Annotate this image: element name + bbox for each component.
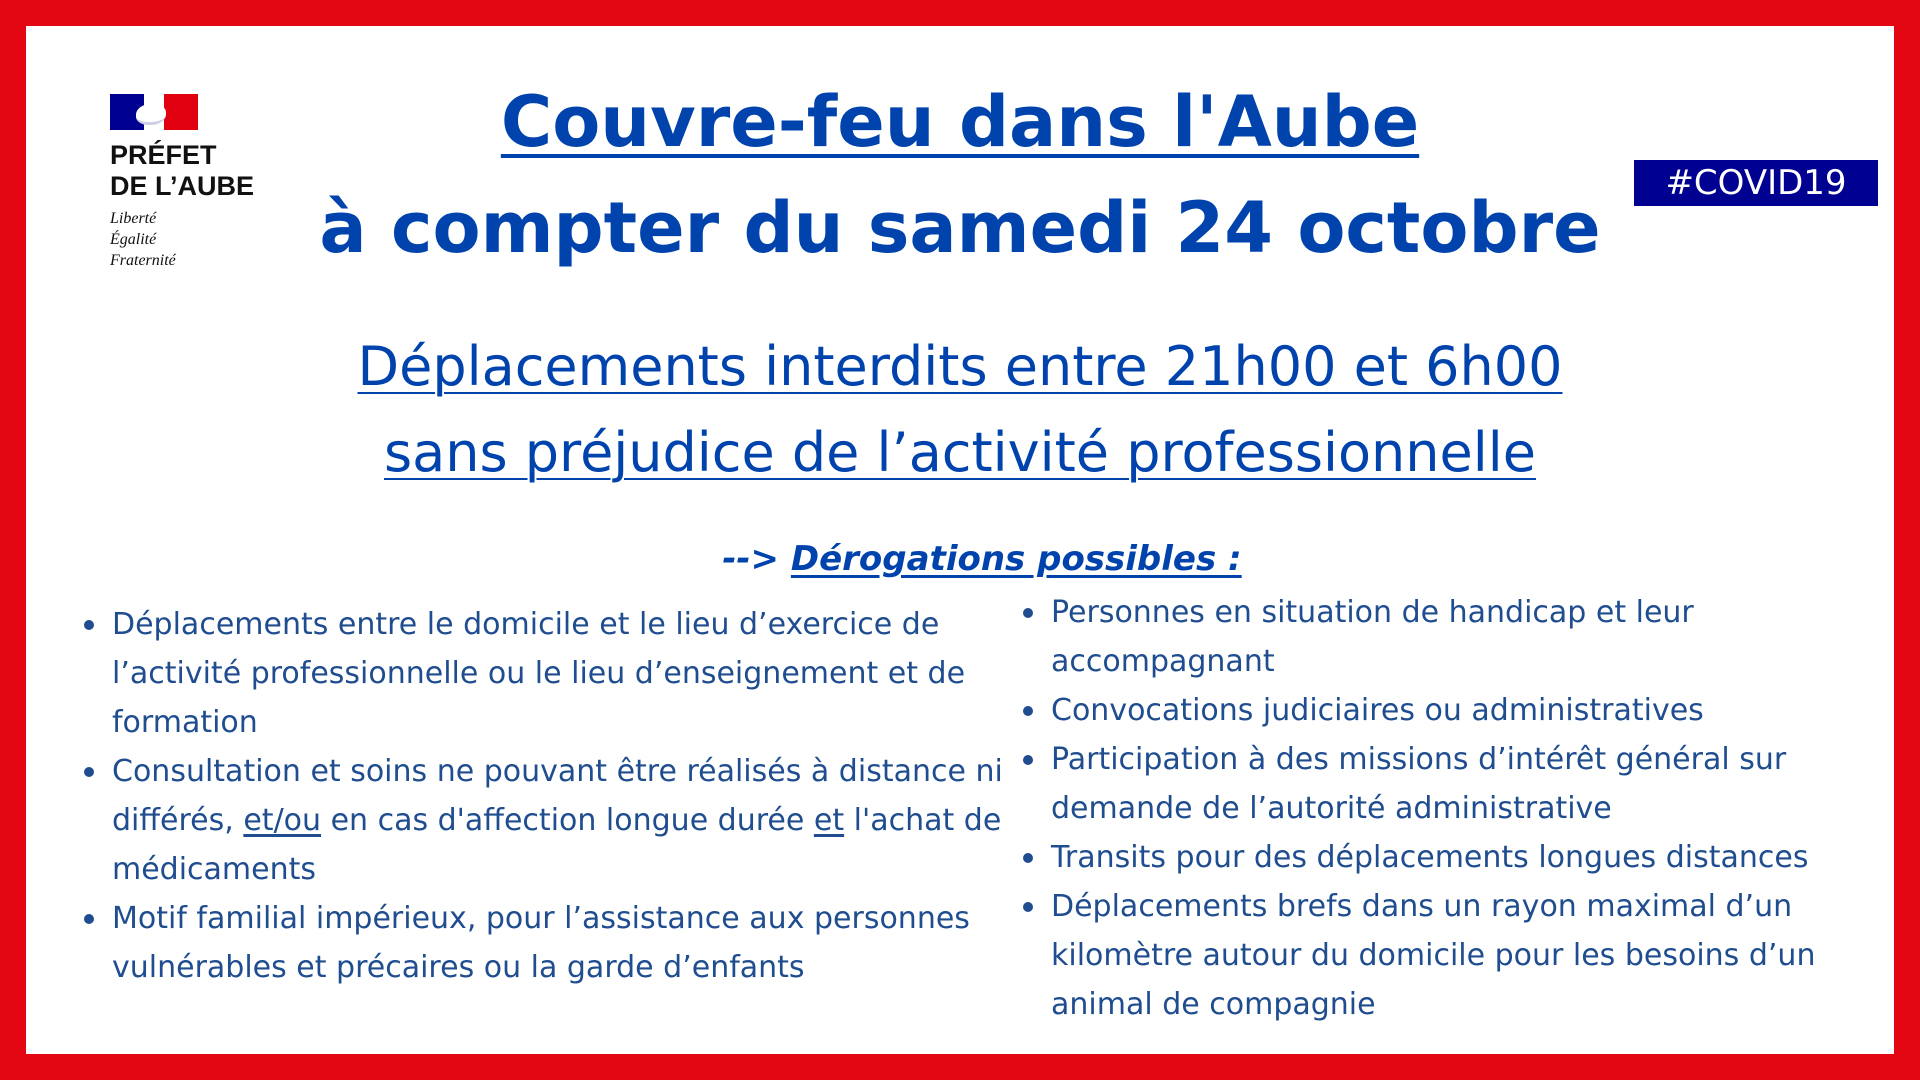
title-line1-wrap	[26, 78, 1894, 166]
derogations-list-right	[1019, 588, 1899, 1029]
prefecture-name-line2: DE L’AUBE	[110, 171, 255, 201]
list-item	[80, 747, 1030, 894]
underlined-conjunction: et/ou	[243, 803, 322, 838]
list-item-text: Participation à des missions d’intérêt général sur demande de l’autorité administrative	[1051, 742, 1787, 826]
prefecture-name-line1: PRÉFET	[110, 140, 217, 170]
list-item-text: Convocations judiciaires ou administratives	[1051, 693, 1704, 728]
notice-card	[26, 26, 1894, 1054]
list-item	[80, 600, 1030, 747]
list-item-text: Personnes en situation de handicap et leur accompagnant	[1051, 595, 1694, 679]
list-item-text-part: Consultation et soins ne pouvant être réalisés à distance ni différés,	[112, 754, 1003, 838]
list-item	[80, 894, 1030, 992]
motto-liberte: Liberté	[110, 210, 157, 227]
list-item-text: Déplacements entre le domicile et le lieu d’exercice de l’activité professionnelle ou le lieu d’enseignement et de formation	[112, 607, 966, 740]
list-item-text: Motif familial impérieux, pour l’assistance aux personnes vulnérables et précaires ou la garde d’enfants	[112, 901, 970, 985]
title-line2: à compter du samedi 24 octobre	[319, 187, 1601, 269]
subtitle-line1: Déplacements interdits entre 21h00 et 6h00	[357, 335, 1563, 398]
list-item	[1019, 833, 1899, 882]
list-item-text: Transits pour des déplacements longues distances	[1051, 840, 1809, 875]
title-line1: Couvre-feu dans l'Aube	[500, 81, 1420, 163]
covid-hashtag-badge: #COVID19	[1634, 160, 1878, 206]
derogations-arrow: -->	[722, 539, 780, 579]
list-item-text-part: l'achat de médicaments	[112, 803, 1002, 887]
derogations-list-left	[80, 600, 1030, 992]
list-item-text-part: en cas d'affection longue durée	[321, 803, 814, 838]
list-item	[1019, 588, 1899, 686]
list-item	[1019, 735, 1899, 833]
motto-fraternite: Fraternité	[110, 252, 176, 269]
subtitle-line2: sans préjudice de l’activité professionnelle	[384, 421, 1536, 484]
motto-egalite: Égalité	[110, 231, 157, 248]
list-item	[1019, 882, 1899, 1029]
underlined-conjunction: et	[813, 803, 845, 838]
list-item-text: Déplacements brefs dans un rayon maximal d’un kilomètre autour du domicile pour les besoins d’un animal de compagnie	[1051, 889, 1816, 1022]
derogations-label: Dérogations possibles :	[790, 539, 1242, 579]
derogations-heading	[26, 536, 1920, 582]
list-item	[1019, 686, 1899, 735]
